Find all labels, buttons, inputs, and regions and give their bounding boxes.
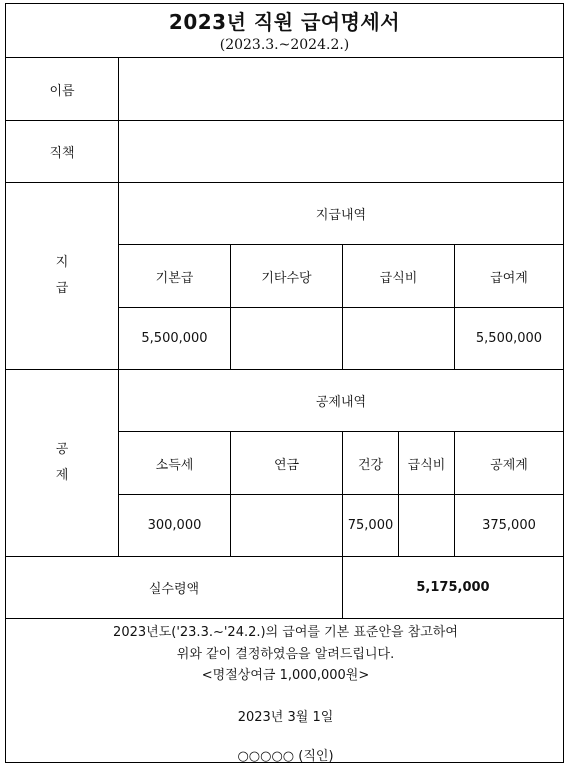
ded-header-total: 공제계: [490, 457, 528, 473]
payment-side-char-1: 지: [55, 255, 69, 270]
ded-header-meal: 급식비: [407, 457, 446, 473]
ded-value-meal: [399, 495, 454, 556]
name-value: [119, 58, 563, 120]
pay-header-total: 급여계: [490, 270, 528, 286]
pay-value-allowance: [231, 308, 342, 369]
deduction-side-char-1: 공: [55, 442, 69, 457]
net-pay-value: 5,175,000: [416, 580, 490, 595]
ded-value-total: 375,000: [482, 518, 536, 533]
ded-value-income-tax: 300,000: [147, 518, 202, 533]
footer-notice-line-2: 위와 같이 결정하였음을 알려드립니다.: [176, 647, 395, 662]
ded-value-health: 75,000: [347, 518, 394, 533]
document-title: 2023년 직원 급여명세서: [168, 9, 401, 34]
deduction-section-title: 공제내역: [315, 395, 367, 410]
pay-header-meal: 급식비: [379, 270, 418, 286]
pay-value-total: 5,500,000: [475, 331, 543, 346]
payment-section-title: 지급내역: [315, 208, 367, 223]
pay-header-allowance: 기타수당: [261, 270, 312, 286]
footer-notice-line-1: 2023년도('23.3.~'24.2.)의 급여를 기본 표준안을 참고하여: [113, 625, 458, 640]
footer-signature: ○○○○○ (직인): [237, 749, 334, 764]
pay-period: (2023.3.~2024.2.): [219, 37, 350, 53]
footer-date: 2023년 3월 1일: [237, 710, 334, 725]
ded-header-pension: 연금: [273, 457, 300, 473]
pay-value-base: 5,500,000: [141, 331, 208, 346]
pay-header-base: 기본급: [155, 270, 194, 286]
position-value: [119, 121, 563, 182]
position-label: 직책: [49, 146, 75, 161]
footer-bonus-note: <명절상여금 1,000,000원>: [201, 668, 370, 683]
payment-side-label: [6, 183, 118, 369]
rule-under-net: [6, 618, 563, 619]
net-pay-label: 실수령액: [148, 582, 200, 597]
name-label: 이름: [49, 83, 75, 99]
ded-value-pension: [231, 495, 342, 556]
deduction-side-label: [6, 370, 118, 556]
ded-header-health: 건강: [357, 457, 384, 473]
deduction-side-char-2: 제: [55, 468, 69, 483]
payment-side-char-2: 급: [55, 281, 69, 296]
pay-value-meal: [343, 308, 454, 369]
ded-header-income-tax: 소득세: [155, 457, 194, 473]
payslip-sheet: [5, 3, 564, 763]
